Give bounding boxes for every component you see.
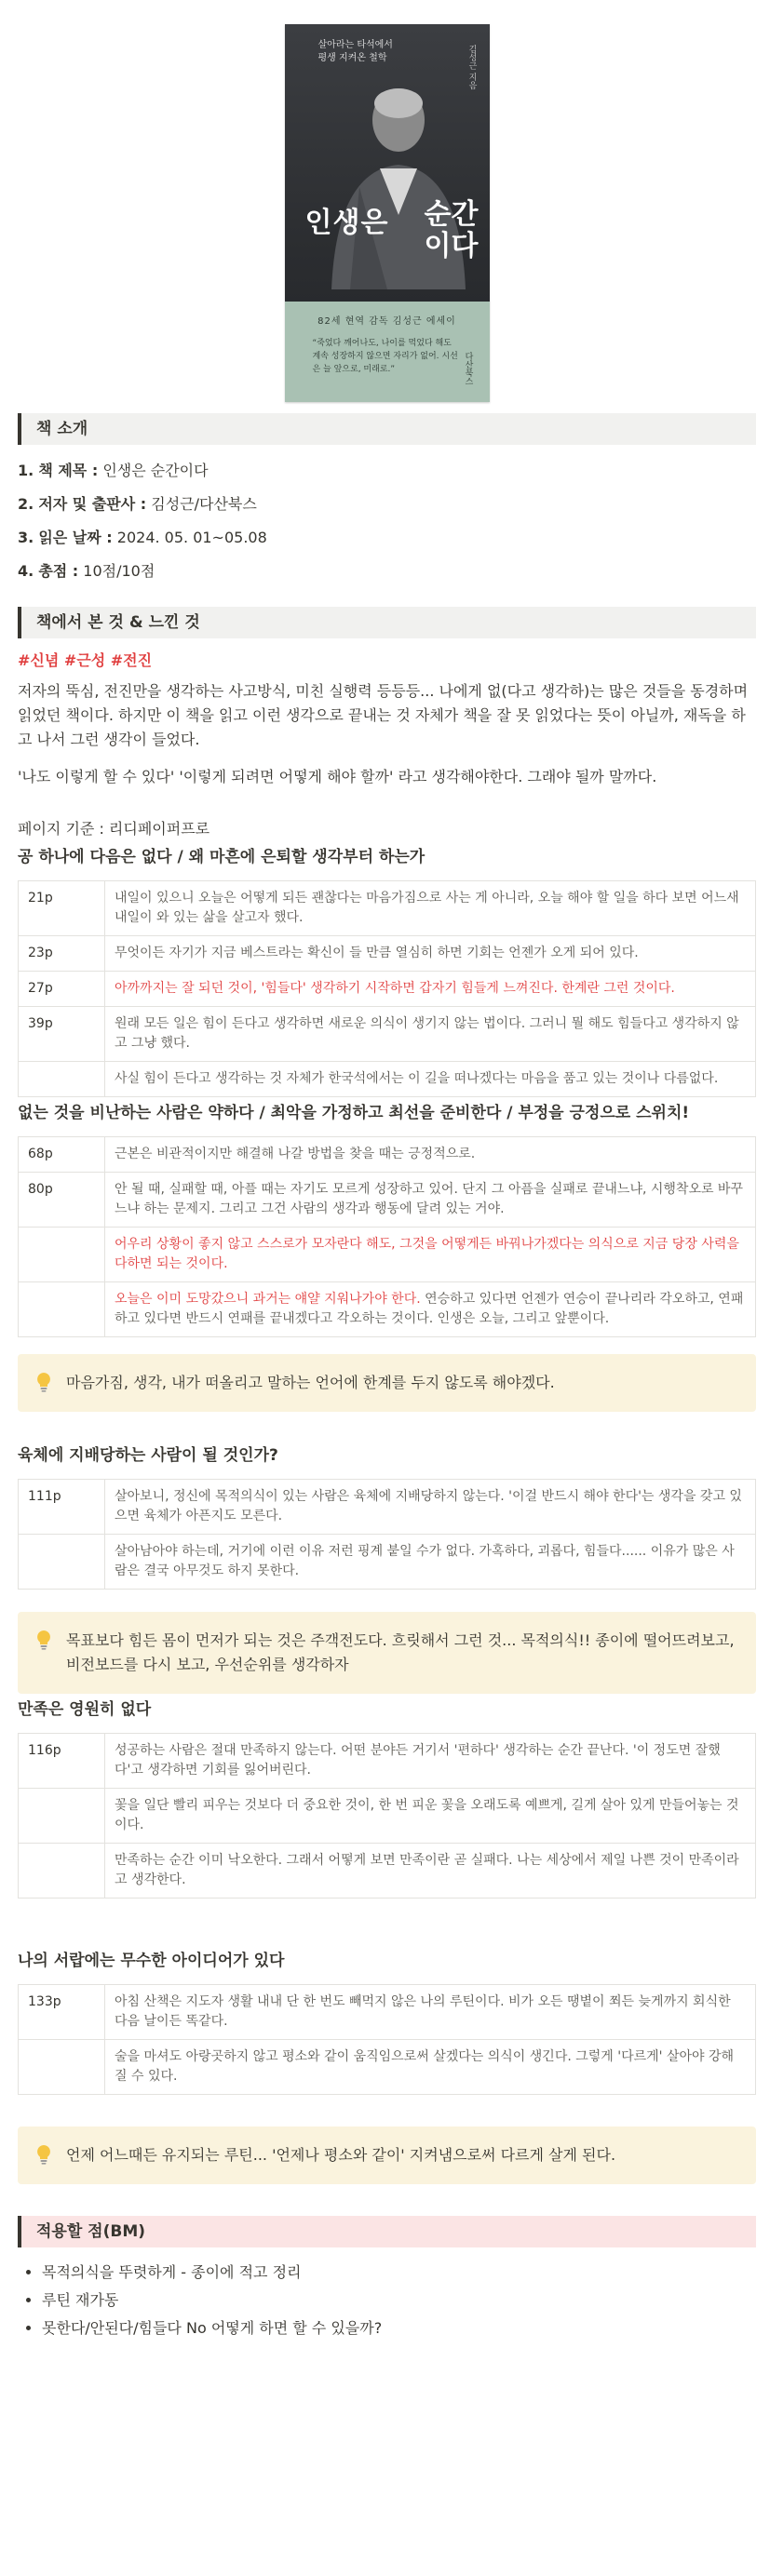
cover-title-part2: [425, 199, 479, 262]
callout-text: 마음가짐, 생각, 내가 떠올리고 말하는 언어에 한계를 두지 않도록 해야겠다.: [66, 1374, 555, 1391]
cover-subtitle: [318, 39, 393, 65]
quote-cell: [105, 881, 756, 936]
quote-table: [18, 1136, 756, 1337]
page-cell: 80p: [19, 1173, 105, 1228]
book-cover-image: [285, 24, 490, 402]
callout-text: 언제 어느때든 유지되는 루틴... '언제나 평소와 같이' 지켜냄으로써 다르게 살게 된다.: [66, 2146, 616, 2164]
table-row: [19, 1480, 756, 1535]
group-title: 공 하나에 다음은 없다 / 왜 마흔에 은퇴할 생각부터 하는가: [18, 848, 426, 866]
quote-cell: [105, 1985, 756, 2040]
quote-table: [18, 880, 756, 1097]
info-item-author: [18, 488, 756, 521]
page-cell: 68p: [19, 1137, 105, 1173]
section-heading-notes: [18, 607, 756, 638]
quote-text: 아침 산책은 지도자 생활 내내 단 한 번도 빼먹지 않은 나의 루틴이다. 비가 오든 땡볕이 쬐든 늦게까지 회식한 다음 날이든 똑같다.: [115, 1994, 731, 2029]
info-label: 책 제목 :: [38, 462, 99, 479]
table-row: [19, 2040, 756, 2095]
cover-title-line2: 이다: [424, 230, 479, 262]
page-basis-note: 페이지 기준 : 리디페이퍼프로: [18, 820, 210, 838]
table-row: [19, 972, 756, 1007]
info-label: 저자 및 출판사 :: [38, 495, 147, 513]
cover-author: 김성근 지음: [466, 45, 477, 89]
table-row: [19, 1062, 756, 1097]
cover-subtitle-line2: 평생 지켜온 철학: [317, 53, 387, 63]
table-row: [19, 1007, 756, 1062]
section-heading-apply-text: 적용할 점(BM): [36, 2222, 146, 2241]
table-row: [19, 1282, 756, 1337]
cover-tagline: 82세 현역 감독 김성근 에세이: [317, 316, 456, 327]
info-value: 10점/10점: [78, 562, 155, 580]
callout-box: [18, 1612, 756, 1694]
page-cell: 133p: [19, 1985, 105, 2040]
quote-text: 연승하고 있다면 언젠가 연승이 끝나리라 각오하고, 연패하고 있다면 반드시 연패를 끝내겠다고 각오하는 것이다. 인생은 오늘, 그리고 앞뿐이다.: [115, 1292, 744, 1326]
list-item: • 루틴 재가동: [42, 2287, 756, 2314]
quote-cell: [105, 1007, 756, 1062]
section-heading-intro-text: 책 소개: [36, 420, 88, 438]
quote-text: 꽃을 일단 빨리 피우는 것보다 더 중요한 것이, 한 번 피운 꽃을 오래도록 예쁘게, 길게 살아 있게 만들어놓는 것이다.: [115, 1798, 739, 1832]
quote-cell: [105, 1228, 756, 1282]
group-title: 육체에 지배당하는 사람이 될 것인가?: [18, 1446, 278, 1465]
quote-cell: [105, 1535, 756, 1590]
info-item-title: [18, 454, 756, 488]
table-row: [19, 881, 756, 936]
page-cell: [19, 1228, 105, 1282]
quote-highlight: 아까까지는 잘 되던 것이, '힘들다' 생각하기 시작하면 갑자기 힘들게 느껴진다. 한계란 그런 것이다.: [115, 981, 675, 996]
page-cell: [19, 1844, 105, 1898]
info-value: 김성근/다산북스: [146, 495, 257, 513]
table-row: [19, 1228, 756, 1282]
callout-box: [18, 1354, 756, 1412]
table-row: [19, 1789, 756, 1844]
quote-table: [18, 1984, 756, 2095]
cover-subtitle-line1: 살아라는 타석에서: [317, 40, 393, 50]
quote-cell: [105, 1173, 756, 1228]
cover-title-line1: 순간: [424, 198, 479, 231]
page-cell: [19, 1282, 105, 1337]
info-value: 2024. 05. 01~05.08: [112, 529, 267, 546]
info-value: 인생은 순간이다: [98, 462, 209, 479]
section-heading-intro: [18, 413, 756, 445]
quote-cell: [105, 1137, 756, 1173]
quote-text: 사실 힘이 든다고 생각하는 것 자체가 한국석에서는 이 길을 떠나겠다는 마음을 품고 있는 것이나 다름없다.: [115, 1071, 719, 1086]
quote-cell: [105, 1282, 756, 1337]
page-cell: 116p: [19, 1734, 105, 1789]
list-item: • 목적의식을 뚜렷하게 - 종이에 적고 정리: [42, 2259, 756, 2287]
info-item-date: [18, 521, 756, 555]
table-row: [19, 1734, 756, 1789]
quote-cell: [105, 1734, 756, 1789]
group-title: 나의 서랍에는 무수한 아이디어가 있다: [18, 1952, 285, 1970]
info-num: 4.: [18, 562, 34, 580]
cover-title-part1: 인생은: [304, 207, 389, 239]
table-row: [19, 1173, 756, 1228]
quote-text: 술을 마셔도 아랑곳하지 않고 평소와 같이 움직임으로써 살겠다는 의식이 생긴다. 그렇게 '다르게' 살아야 강해질 수 있다.: [115, 2049, 735, 2084]
info-num: 1.: [18, 462, 34, 479]
book-cover-wrap: [18, 0, 756, 402]
cover-quote: “죽었다 깨어나도, 나이를 먹었다 해도 계속 성장하지 않으면 자리가 없어. 시선은 늘 앞으로, 미래로.”: [312, 339, 458, 374]
quote-text: 안 될 때, 실패할 때, 아플 때는 자기도 모르게 성장하고 있어. 단지 그 아픔을 실패로 끝내느냐, 시행착오로 바꾸느냐 하는 문제지. 그리고 그건 사람의 생각과 행동에 달려 있는 거야.: [115, 1182, 743, 1216]
callout-box: [18, 2127, 756, 2184]
group-title: 없는 것을 비난하는 사람은 약하다 / 최악을 가정하고 최선을 준비한다 / 부정을 긍정으로 스위치!: [18, 1104, 690, 1122]
lightbulb-icon: [33, 2143, 55, 2166]
callout-text: 목표보다 힘든 몸이 먼저가 되는 것은 주객전도다. 흐릿해서 그런 것... 목적의식!! 종이에 떨어뜨려보고, 비전보드를 다시 보고, 우선순위를 생각하자: [66, 1631, 735, 1673]
quote-text: 살아보니, 정신에 목적의식이 있는 사람은 육체에 지배당하지 않는다. '이걸 반드시 해야 한다'는 생각을 갖고 있으면 육체가 아픈지도 모른다.: [115, 1489, 742, 1523]
table-row: [19, 936, 756, 972]
apply-list: [18, 2259, 756, 2342]
book-info-list: [18, 454, 756, 588]
quote-text: 내일이 있으니 오늘은 어떻게 되든 괜찮다는 마음가짐으로 사는 게 아니라, 오늘 해야 할 일을 하다 보면 어느새 내일이 와 있는 삶을 살고자 했다.: [115, 891, 739, 925]
table-row: [19, 1985, 756, 2040]
page-cell: [19, 1535, 105, 1590]
page-cell: [19, 1062, 105, 1097]
quote-text: 근본은 비관적이지만 해결해 나갈 방법을 찾을 때는 긍정적으로.: [115, 1147, 476, 1161]
page-cell: 111p: [19, 1480, 105, 1535]
quote-table: [18, 1479, 756, 1590]
page-cell: 27p: [19, 972, 105, 1007]
quote-text: 무엇이든 자기가 지금 베스트라는 확신이 들 만큼 열심히 하면 기회는 언젠가 오게 되어 있다.: [115, 946, 639, 960]
section-heading-apply: [18, 2216, 756, 2247]
lightbulb-icon: [33, 1629, 55, 1651]
page-cell: 21p: [19, 881, 105, 936]
cover-publisher: 다산북스: [463, 352, 473, 385]
hashtags: #신념 #근성 #전진: [18, 651, 153, 669]
table-row: [19, 1844, 756, 1898]
quote-highlight: 오늘은 이미 도망갔으니 과거는 얘얄 지워나가야 한다.: [115, 1292, 421, 1307]
quote-cell: [105, 936, 756, 972]
quote-cell: [105, 1844, 756, 1898]
quote-highlight: 어우리 상황이 좋지 않고 스스로가 모자란다 해도, 그것을 어떻게든 바꿔나가겠다는 의식으로 지금 당장 사력을 다하면 되는 것이다.: [115, 1237, 739, 1271]
list-item: • 못한다/안된다/힘들다 No 어떻게 하면 할 수 있을까?: [42, 2314, 756, 2342]
page-cell: 23p: [19, 936, 105, 972]
page-cell: 39p: [19, 1007, 105, 1062]
page-cell: [19, 2040, 105, 2095]
table-row: [19, 1535, 756, 1590]
group-title: 만족은 영원히 없다: [18, 1700, 152, 1719]
quote-text: 살아남아야 하는데, 거기에 이런 이유 저런 핑계 붙일 수가 없다. 가혹하다, 괴롭다, 힘들다...... 이유가 많은 사람은 결국 아무것도 하지 못한다.: [115, 1544, 735, 1578]
info-label: 읽은 날짜 :: [38, 529, 113, 546]
section-heading-notes-text: 책에서 본 것 & 느낀 것: [36, 613, 200, 632]
quote-cell: [105, 1062, 756, 1097]
page-cell: [19, 1789, 105, 1844]
quote-cell: [105, 1480, 756, 1535]
quote-cell: [105, 972, 756, 1007]
lightbulb-icon: [33, 1371, 55, 1393]
intro-paragraph: 저자의 뚝심, 전진만을 생각하는 사고방식, 미친 실행력 등등등... 나에게 없(다고 생각하)는 많은 것들을 동경하며 읽었던 책이다. 하지만 이 책을 읽고 이런 생각으로 끝내는 것 자체가 책을 잘 못 읽었다는 뜻이 아닐까, 재독을 하고 나서 그런 생각이 들었다.: [18, 682, 749, 748]
table-row: [19, 1137, 756, 1173]
info-num: 3.: [18, 529, 34, 546]
quote-text: 성공하는 사람은 절대 만족하지 않는다. 어떤 분야든 거기서 '편하다' 생각하는 순간 끝난다. '이 정도면 잘했다'고 생각하면 기회를 잃어버린다.: [115, 1743, 721, 1778]
info-item-score: [18, 555, 756, 588]
quote-cell: [105, 1789, 756, 1844]
quote-cell: [105, 2040, 756, 2095]
info-label: 총점 :: [38, 562, 79, 580]
cover-bottom-band: [285, 302, 490, 402]
quote-text: 만족하는 순간 이미 낙오한다. 그래서 어떻게 보면 만족이란 곧 실패다. 나는 세상에서 제일 나쁜 것이 만족이라고 생각한다.: [115, 1853, 739, 1887]
info-num: 2.: [18, 495, 34, 513]
quote-text: 원래 모든 일은 힘이 든다고 생각하면 새로운 의식이 생기지 않는 법이다. 그러니 뭘 해도 힘들다고 생각하지 않고 그냥 했다.: [115, 1016, 739, 1051]
intro-paragraph-2: '나도 이렇게 할 수 있다' '이렇게 되려면 어떻게 해야 할까' 라고 생각해야한다. 그래야 될까 말까다.: [18, 768, 657, 785]
quote-table: [18, 1733, 756, 1898]
